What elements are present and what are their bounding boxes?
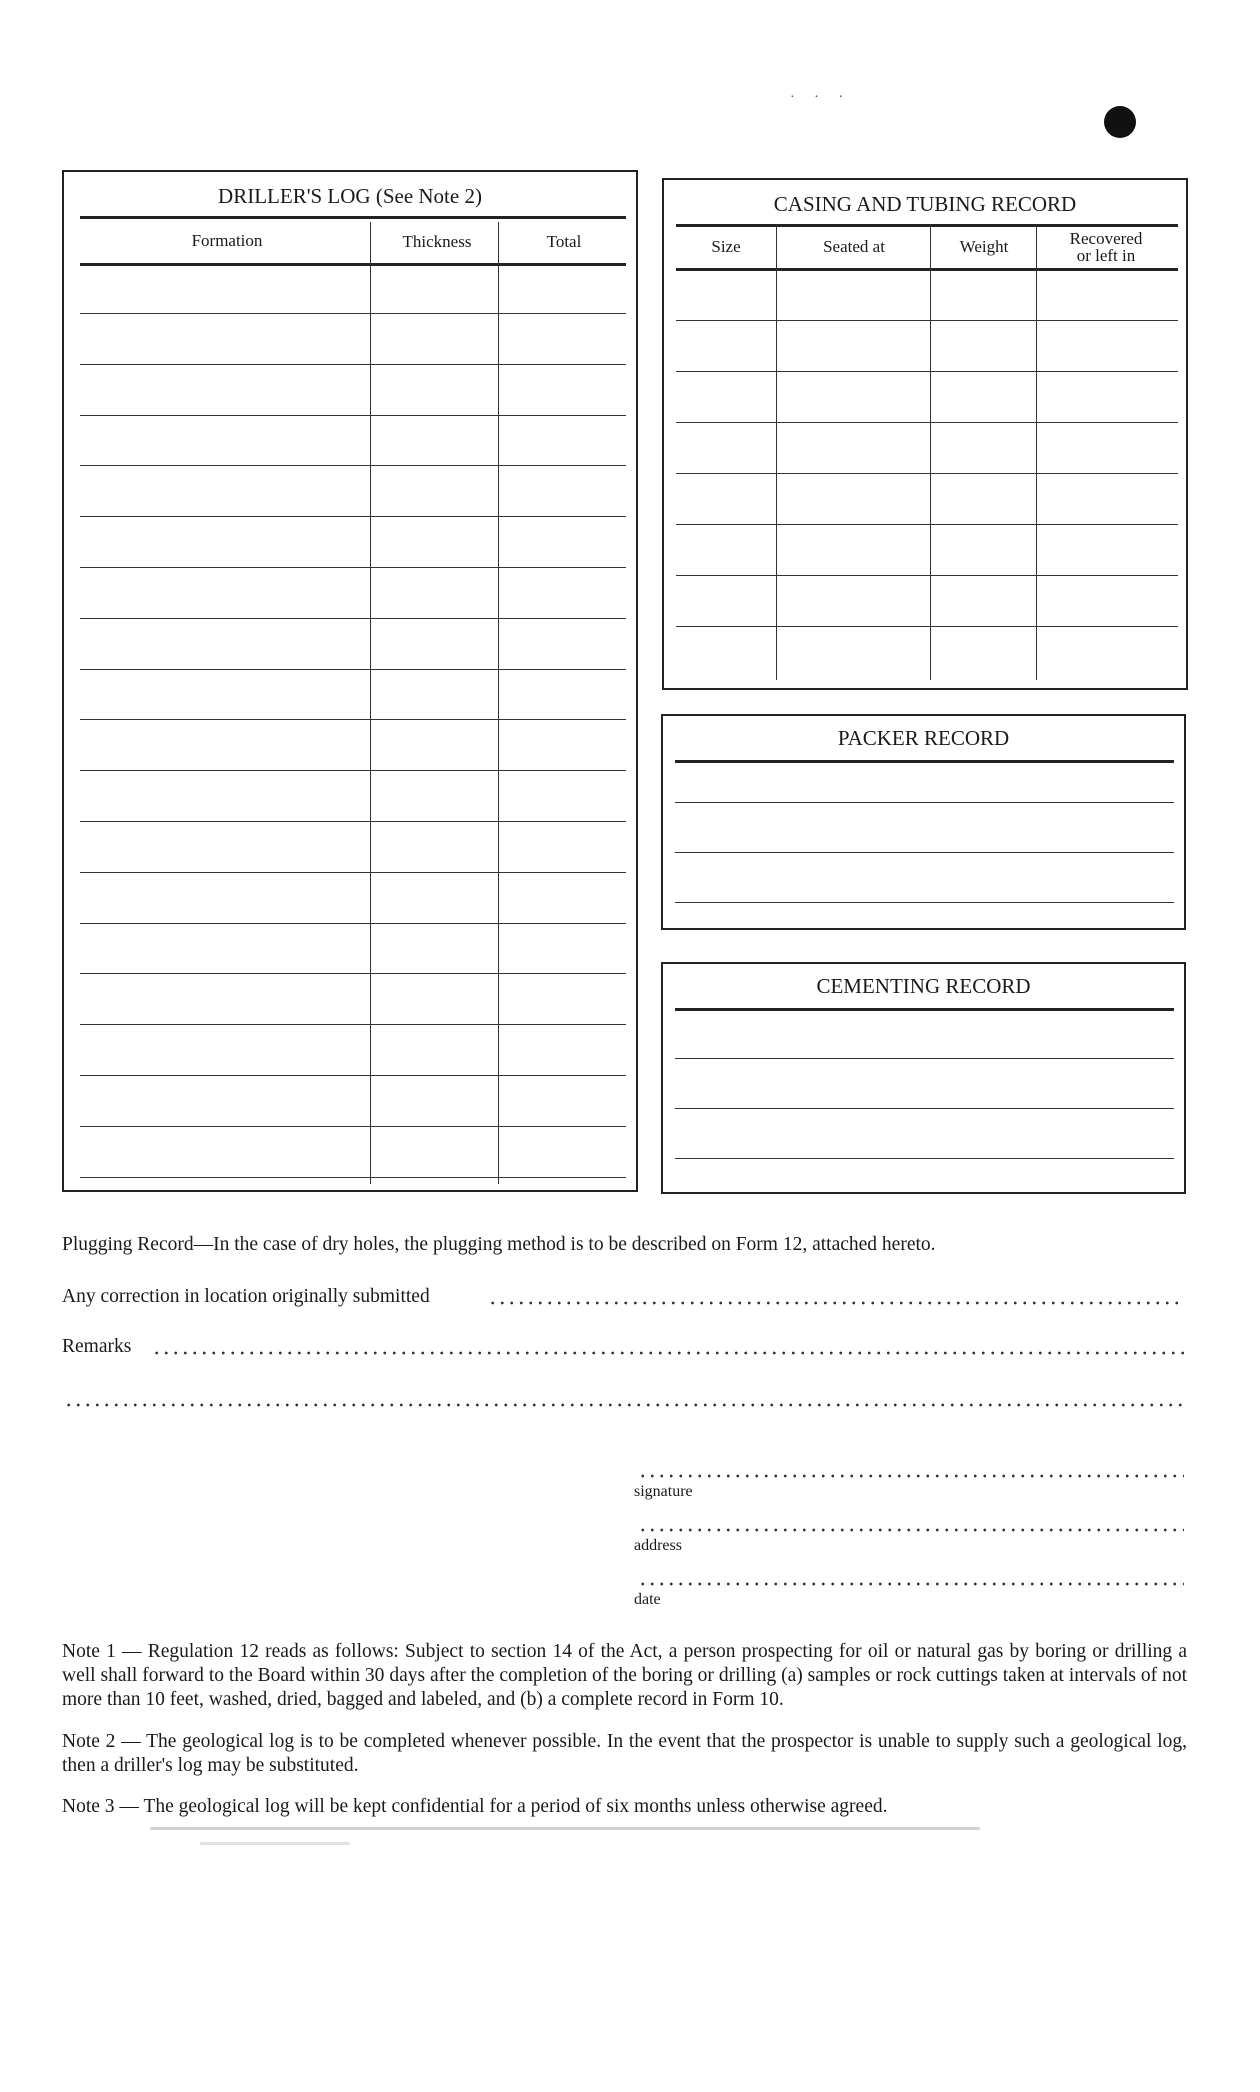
col-left-in: or left in xyxy=(1076,246,1136,265)
col-thickness: Thickness xyxy=(402,232,472,251)
address-label: address xyxy=(634,1537,682,1554)
col-seated-at: Seated at xyxy=(823,237,885,256)
drillers-log-title: DRILLER'S LOG (See Note 2) xyxy=(218,184,482,208)
col-weight: Weight xyxy=(959,237,1009,256)
casing-record-row-line xyxy=(676,575,1178,576)
casing-record-row-line xyxy=(676,473,1178,474)
casing-record-row-line xyxy=(676,422,1178,423)
correction-field[interactable] xyxy=(488,1300,1184,1306)
drillers-log-row-line xyxy=(80,923,626,924)
address-field[interactable] xyxy=(638,1527,1184,1533)
note-2-text: The geological log is to be completed whenever possible. In the event that the prospector is unable to supply such a geological log, then a driller's log may be substituted. xyxy=(62,1731,1188,1776)
drillers-log-row-line xyxy=(80,618,626,619)
casing-record-row-line xyxy=(676,626,1178,627)
correction-label: Any correction in location originally submitted xyxy=(62,1286,430,1307)
note-1 xyxy=(62,1640,1187,1712)
casing-record-row-line xyxy=(676,524,1178,525)
signature-field[interactable] xyxy=(638,1473,1184,1479)
drillers-log-panel xyxy=(62,170,638,1192)
drillers-log-row-line xyxy=(80,465,626,466)
note-3-tag: Note 3 — xyxy=(62,1796,139,1817)
note-1-tag: Note 1 — xyxy=(62,1641,142,1662)
casing-record-title: CASING AND TUBING RECORD xyxy=(773,192,1077,216)
scan-ink-blot xyxy=(1104,106,1136,138)
remarks-label: Remarks xyxy=(62,1336,132,1357)
drillers-log-row-line xyxy=(80,770,626,771)
drillers-log-row-line xyxy=(80,872,626,873)
col-size: Size xyxy=(711,237,741,256)
casing-record-row-line xyxy=(676,371,1178,372)
signature-label: signature xyxy=(634,1483,693,1500)
drillers-log-row-line xyxy=(80,719,626,720)
casing-record-panel xyxy=(662,178,1188,690)
scan-specks: · · · xyxy=(790,90,851,105)
packer-record-panel xyxy=(661,714,1186,930)
drillers-log-row-line xyxy=(80,567,626,568)
drillers-log-row-line xyxy=(80,364,626,365)
note-3 xyxy=(62,1795,1187,1819)
col-total: Total xyxy=(546,232,582,251)
date-label: date xyxy=(634,1591,661,1608)
pencil-smudge xyxy=(200,1842,350,1845)
drillers-log-row-line xyxy=(80,821,626,822)
note-1-text: Regulation 12 reads as follows: Subject to section 14 of the Act, a person prospecting for oil or natural gas by boring or drilling a well shall forward to the Board within 30 days after the completion of the boring or drilling (a) samples or rock cuttings taken at intervals of not more than 10 feet, washed, dried, bagged and labeled, and (b) a complete record in Form 10. xyxy=(62,1641,1187,1710)
note-2-tag: Note 2 — xyxy=(62,1731,141,1752)
note-3-text: The geological log will be kept confidential for a period of six months unless otherwise agreed. xyxy=(143,1796,888,1817)
pencil-smudge xyxy=(150,1827,980,1830)
col-formation: Formation xyxy=(191,231,263,250)
drillers-log-row-line xyxy=(80,415,626,416)
remarks-field[interactable] xyxy=(152,1350,1184,1356)
remarks-field-line-2[interactable] xyxy=(64,1402,1184,1408)
drillers-log-row-line xyxy=(80,313,626,314)
cementing-record-title: CEMENTING RECORD xyxy=(816,974,1031,998)
cementing-record-panel xyxy=(661,962,1186,1194)
drillers-log-row-line xyxy=(80,516,626,517)
drillers-log-row-line xyxy=(80,1075,626,1076)
plugging-record-text: Plugging Record—In the case of dry holes, the plugging method is to be described on Form 12, attached hereto. xyxy=(62,1234,936,1255)
drillers-log-row-line xyxy=(80,1177,626,1178)
packer-record-title: PACKER RECORD xyxy=(837,726,1010,750)
col-recovered: Recovered xyxy=(1069,229,1143,248)
drillers-log-row-line xyxy=(80,1024,626,1025)
note-2 xyxy=(62,1730,1187,1778)
date-field[interactable] xyxy=(638,1581,1184,1587)
drillers-log-row-line xyxy=(80,669,626,670)
drillers-log-row-line xyxy=(80,1126,626,1127)
casing-record-row-line xyxy=(676,320,1178,321)
drillers-log-row-line xyxy=(80,973,626,974)
